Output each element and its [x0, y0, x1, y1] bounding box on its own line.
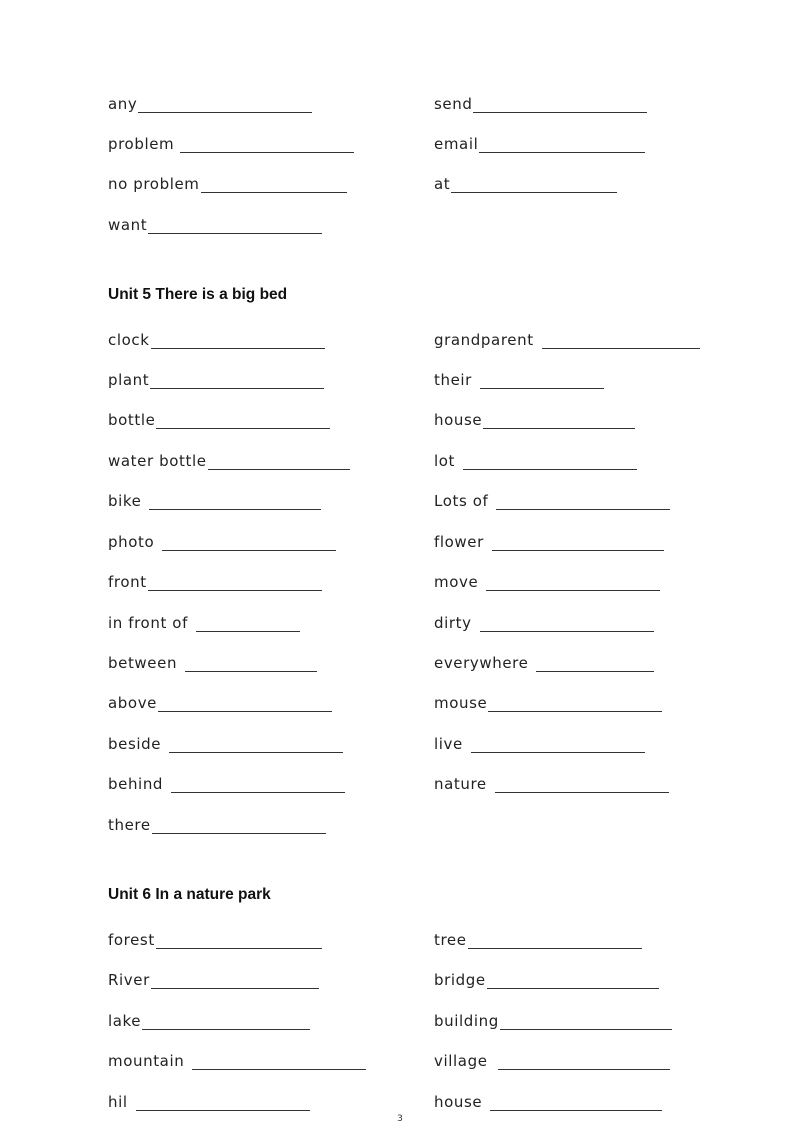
word-label: River: [108, 971, 150, 989]
word-entry: [108, 610, 300, 632]
word-label: tree: [434, 931, 467, 949]
word-entry: [108, 771, 345, 793]
word-entry: [434, 927, 642, 949]
answer-blank: [479, 137, 645, 153]
word-entry: [108, 91, 312, 113]
answer-blank: [451, 177, 617, 193]
word-label: live: [434, 735, 463, 753]
answer-blank: [480, 616, 654, 632]
word-entry: [434, 650, 654, 672]
word-entry: [434, 967, 659, 989]
answer-blank: [500, 1014, 672, 1030]
word-label: grandparent: [434, 331, 534, 349]
word-label: mountain: [108, 1052, 185, 1070]
word-label: between: [108, 654, 178, 672]
answer-blank: [490, 1095, 662, 1111]
answer-blank: [156, 413, 330, 429]
word-entry: [108, 650, 317, 672]
word-label: no problem: [108, 175, 200, 193]
word-entry: [108, 407, 330, 429]
answer-blank: [169, 737, 343, 753]
answer-blank: [486, 575, 660, 591]
answer-blank: [138, 97, 312, 113]
word-label: everywhere: [434, 654, 529, 672]
word-label: forest: [108, 931, 155, 949]
word-label: water bottle: [108, 452, 207, 470]
word-entry: [108, 1048, 366, 1070]
answer-blank: [185, 656, 317, 672]
word-label: email: [434, 135, 479, 153]
word-label: bottle: [108, 411, 156, 429]
page-number: 3: [397, 1114, 403, 1124]
word-label: bridge: [434, 971, 486, 989]
answer-blank: [542, 333, 700, 349]
answer-blank: [151, 973, 319, 989]
unit6-title: Unit 6 In a nature park: [108, 886, 271, 903]
word-entry: [108, 812, 326, 834]
word-label: any: [108, 95, 138, 113]
word-label: house: [434, 1093, 483, 1111]
word-label: at: [434, 175, 451, 193]
word-label: Lots of: [434, 492, 489, 510]
word-entry: [434, 327, 700, 349]
word-entry: [434, 1048, 670, 1070]
word-label: building: [434, 1012, 499, 1030]
answer-blank: [136, 1095, 310, 1111]
answer-blank: [473, 97, 647, 113]
word-entry: [434, 91, 647, 113]
word-entry: [108, 967, 319, 989]
word-entry: [434, 731, 645, 753]
word-entry: [434, 690, 662, 712]
answer-blank: [492, 535, 664, 551]
word-label: dirty: [434, 614, 472, 632]
word-entry: [434, 529, 664, 551]
word-label: problem: [108, 135, 175, 153]
word-label: in front of: [108, 614, 188, 632]
word-label: there: [108, 816, 151, 834]
answer-blank: [498, 1054, 670, 1070]
answer-blank: [496, 494, 670, 510]
word-entry: [434, 367, 604, 389]
answer-blank: [487, 973, 659, 989]
word-entry: [108, 1008, 310, 1030]
answer-blank: [495, 777, 669, 793]
answer-blank: [148, 575, 322, 591]
answer-blank: [201, 177, 347, 193]
word-label: bike: [108, 492, 142, 510]
word-entry: [434, 407, 635, 429]
word-entry: [108, 131, 354, 153]
word-label: send: [434, 95, 473, 113]
word-label: clock: [108, 331, 150, 349]
word-label: front: [108, 573, 147, 591]
word-entry: [108, 171, 347, 193]
word-entry: [108, 212, 322, 234]
word-entry: [108, 927, 322, 949]
word-label: hil: [108, 1093, 128, 1111]
answer-blank: [158, 696, 332, 712]
answer-blank: [192, 1054, 366, 1070]
word-label: mouse: [434, 694, 488, 712]
word-label: house: [434, 411, 483, 429]
word-entry: [108, 731, 343, 753]
unit5-title: Unit 5 There is a big bed: [108, 286, 288, 303]
answer-blank: [151, 333, 325, 349]
answer-blank: [171, 777, 345, 793]
answer-blank: [463, 454, 637, 470]
word-entry: [108, 327, 325, 349]
word-label: photo: [108, 533, 155, 551]
word-label: their: [434, 371, 472, 389]
word-label: beside: [108, 735, 162, 753]
word-entry: [434, 610, 654, 632]
answer-blank: [180, 137, 354, 153]
word-entry: [434, 569, 660, 591]
word-entry: [108, 367, 324, 389]
word-entry: [434, 1008, 672, 1030]
word-label: flower: [434, 533, 484, 551]
answer-blank: [156, 933, 322, 949]
answer-blank: [208, 454, 350, 470]
word-label: nature: [434, 775, 487, 793]
word-entry: [434, 131, 645, 153]
word-label: want: [108, 216, 148, 234]
word-label: village: [434, 1052, 488, 1070]
answer-blank: [148, 218, 322, 234]
answer-blank: [468, 933, 642, 949]
answer-blank: [162, 535, 336, 551]
word-entry: [108, 1089, 310, 1111]
word-entry: [108, 488, 321, 510]
word-entry: [108, 448, 350, 470]
word-label: lot: [434, 452, 456, 470]
answer-blank: [196, 616, 300, 632]
word-entry: [108, 529, 336, 551]
answer-blank: [142, 1014, 310, 1030]
word-label: above: [108, 694, 157, 712]
word-entry: [434, 171, 617, 193]
word-label: plant: [108, 371, 150, 389]
word-entry: [108, 690, 332, 712]
word-entry: [108, 569, 322, 591]
answer-blank: [483, 413, 635, 429]
answer-blank: [152, 818, 326, 834]
word-label: lake: [108, 1012, 142, 1030]
answer-blank: [536, 656, 654, 672]
word-entry: [434, 771, 669, 793]
answer-blank: [149, 494, 321, 510]
answer-blank: [480, 373, 604, 389]
word-entry: [434, 1089, 662, 1111]
answer-blank: [488, 696, 662, 712]
word-label: behind: [108, 775, 164, 793]
word-entry: [434, 488, 670, 510]
word-label: move: [434, 573, 479, 591]
answer-blank: [150, 373, 324, 389]
answer-blank: [471, 737, 645, 753]
word-entry: [434, 448, 637, 470]
